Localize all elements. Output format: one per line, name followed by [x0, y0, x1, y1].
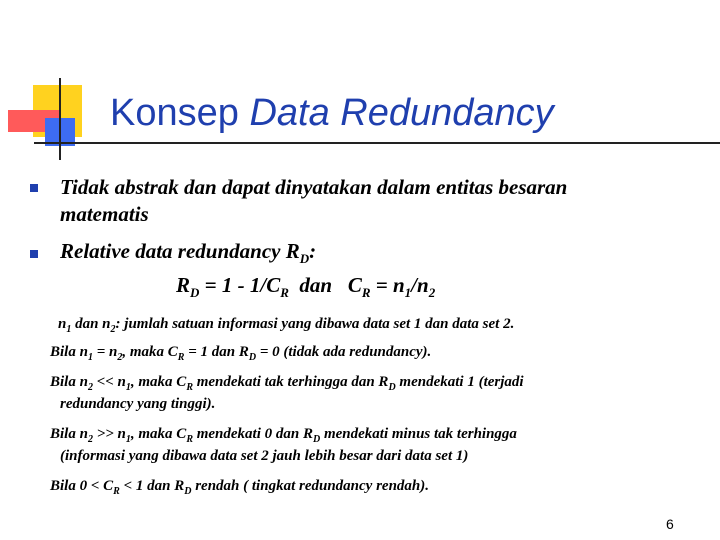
bullet-1 — [60, 174, 567, 228]
decor-vertical-line — [59, 78, 61, 160]
note-equal: Bila $n_1 = n_2$, maka $C_R = 1$ dan $R_D = 0$ (tidak ada redundancy). — [50, 344, 432, 363]
bullet-2-suffix: : — [309, 239, 317, 263]
bullet-1-line2: matematis — [60, 202, 149, 226]
note-n1-n2: $n_1$ dan $n_2$: jumlah satuan informasi yang dibawa data set 1 dan data set 2. — [58, 316, 515, 335]
bullet-2-sub: D — [299, 251, 310, 267]
title-plain: Konsep — [110, 92, 250, 134]
note-n2-much-greater-cont: (informasi yang dibawa data set 2 jauh lebih besar dari data set 1) — [60, 448, 469, 464]
bullet-1-line1: Tidak abstrak dan dapat dinyatakan dalam entitas besaran — [60, 175, 568, 199]
title-underline — [34, 142, 720, 144]
note-n2-much-less: Bila $n_2 << n_1$, maka $C_R$ mendekati tak terhingga dan $R_D$ mendekati 1 (terjadi — [50, 374, 524, 393]
note-n2-much-greater: Bila $n_2 >> n_1$, maka $C_R$ mendekati 0 dan $R_D$ mendekati minus tak terhingga — [50, 426, 517, 445]
bullet-square-icon — [30, 250, 38, 258]
bullet-2 — [60, 238, 316, 272]
formula: $R_D = 1 - 1/C_R$ dan $C_R = n_1/n_2$ — [176, 273, 436, 301]
title-italic: Data Redundancy — [249, 92, 554, 134]
slide-title — [110, 90, 554, 136]
page-number: 6 — [666, 516, 674, 532]
bullet-2-text: Relative data redundancy R — [60, 239, 300, 263]
note-cr-between: Bila $0 < C_R < 1$ dan $R_D$ rendah ( tingkat redundancy rendah). — [50, 478, 430, 497]
bullet-square-icon — [30, 184, 38, 192]
note-n2-much-less-cont: redundancy yang tinggi). — [60, 396, 216, 412]
